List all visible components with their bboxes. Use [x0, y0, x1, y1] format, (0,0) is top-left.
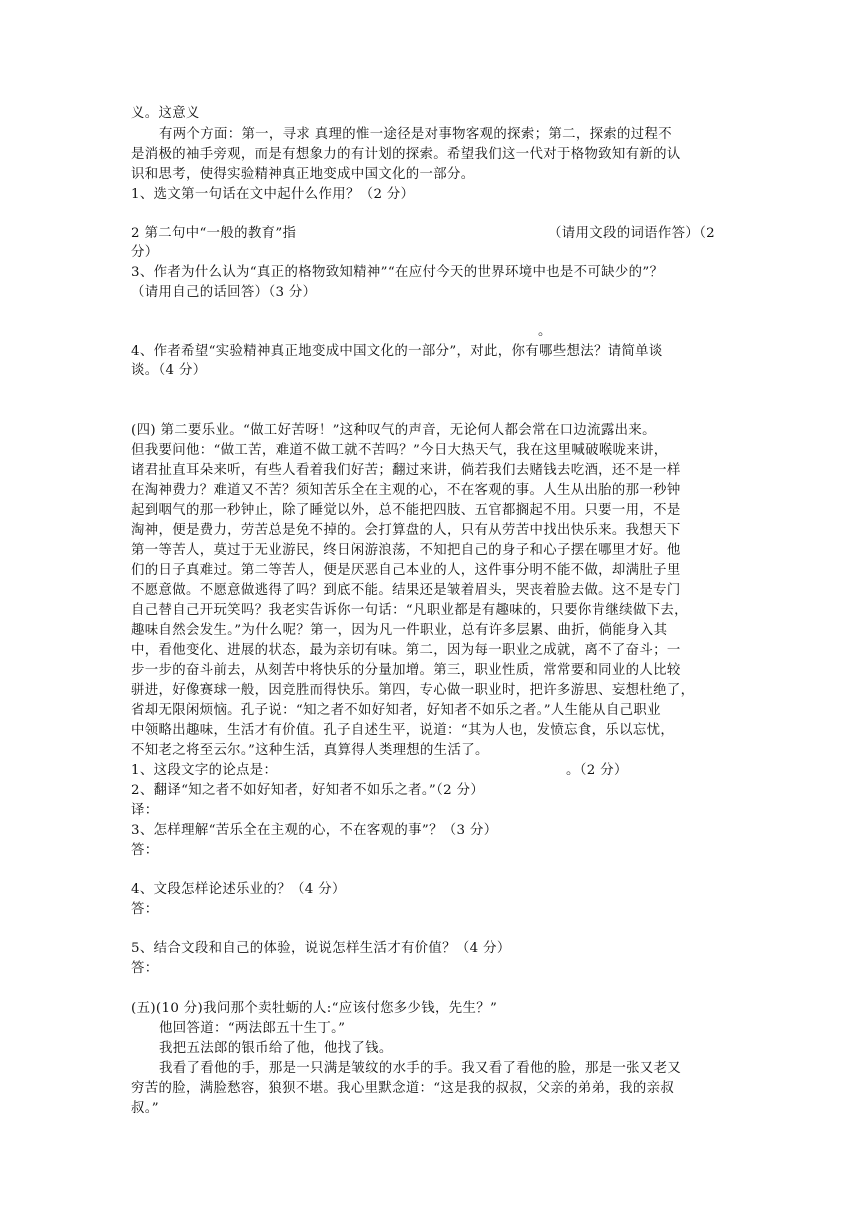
passage5-line: 穷苦的脸，满脸愁容，狼狈不堪。我心里默念道：“这是我的叔叔，父亲的弟弟，我的亲叔 [131, 1081, 675, 1096]
passage4-line: 但我要问他：“做工苦，难道不做工就不苦吗？”今日大热天气，我在这里喊破喉咙来讲， [131, 443, 668, 458]
question-4-2: 2、翻译“知之者不如好知者，好知者不如乐之者。”（2 分） [131, 783, 485, 798]
passage4-line: 诸君扯直耳朵来听，有些人看着我们好苦；翻过来讲，倘若我们去赌钱去吃酒，还不是一样 [131, 463, 681, 478]
passage4-line: 们的日子真难过。第二等苦人，便是厌恶自己本业的人，这件事分明不能不做，却满肚子里 [131, 563, 681, 578]
question-3-1: 1、选文第一句话在文中起什么作用？（2 分） [131, 187, 415, 202]
passage5-line: 他回答道：“两法郎五十生丁。” [159, 1021, 346, 1036]
passage4-line: (四) 第二要乐业。“做工好苦呀！”这种叹气的声音，无论何人都会常在口边流露出来。 [131, 423, 656, 438]
question-3-4: 4、作者希望“实验精神真正地变成中国文化的一部分”，对此，你有哪些想法？请简单谈 [131, 344, 663, 359]
passage4-line: 起到咽气的那一秒钟止，除了睡觉以外，总不能把四肢、五官都搁起不用。只要一用，不是 [131, 503, 681, 518]
passage4-line: 在淘神费力？难道又不苦？须知苦乐全在主观的心，不在客观的事。人生从出胎的那一秒钟 [131, 483, 681, 498]
question-3-4-cont: 谈。（4 分） [131, 363, 207, 378]
question-3-3-cont: （请用自己的话回答）（3 分） [131, 285, 317, 300]
answer-label: 译： [131, 803, 159, 818]
passage5-line: (五)(10 分)我问那个卖牡蛎的人:“应该付您多少钱，先生？” [131, 1001, 498, 1016]
passage5-line: 我把五法郎的银币给了他，他找了钱。 [159, 1041, 393, 1056]
passage4-line: 第一等苦人，莫过于无业游民，终日闲游浪荡，不知把自己的身子和心子摆在哪里才好。他 [131, 543, 681, 558]
passage4-line: 骈进，好像赛球一般，因竞胜而得快乐。第四，专心做一职业时，把许多游思、妄想杜绝了， [131, 683, 695, 698]
question-4-4: 4、文段怎样论述乐业的？（4 分） [131, 882, 346, 897]
passage4-line: 省却无限闲烦恼。孔子说：“知之者不如好知者，好知者不如乐之者。”人生能从自己职业 [131, 703, 661, 718]
question-4-1: 1、这段文字的论点是： [131, 763, 278, 778]
passage4-line: 趣味自然会发生。”为什么呢？第一，因为凡一件职业，总有许多层累、曲折，倘能身入其 [131, 623, 668, 638]
question-4-1-score: 。（2 分） [566, 763, 628, 778]
passage3-line: 有两个方面：第一，寻求 真理的惟一途径是对事物客观的探索；第二，探索的过程不 [159, 127, 673, 142]
passage3-line: 识和思考，使得实验精神真正地变成中国文化的一部分。 [131, 167, 475, 182]
passage4-line: 中，看他变化、进展的状态，最为亲切有味。第二，因为每一职业之成就，离不了奋斗；一 [131, 643, 681, 658]
answer-blank-end: 。 [538, 324, 552, 339]
passage3-line: 是消极的袖手旁观，而是有想象力的有计划的探索。希望我们这一代对于格物致知有新的认 [131, 147, 681, 162]
question-3-2-cont: 分） [131, 245, 159, 260]
passage4-line: 中领略出趣味，生活才有价值。孔子自述生平，说道：“其为人也，发愤忘食，乐以忘忧， [131, 723, 675, 738]
passage4-line: 步一步的奋斗前去，从刻苦中将快乐的分量加增。第三，职业性质，常常要和同业的人比较 [131, 663, 681, 678]
question-4-5: 5、结合文段和自己的体验，说说怎样生活才有价值？（4 分） [131, 941, 511, 956]
passage5-line: 叔。” [131, 1101, 159, 1116]
question-3-2: 2 第二句中“一般的教育”指 [131, 226, 297, 241]
question-3-2-note: （请用文段的词语作答）（2 [548, 226, 716, 241]
passage4-line: 自己替自己开玩笑吗？我老实告诉你一句话：“凡职业都是有趣味的，只要你肯继续做下去， [131, 603, 688, 618]
answer-label: 答： [131, 843, 159, 858]
passage4-line: 不知老之将至云尔。”这种生活，真算得人类理想的生活了。 [131, 743, 489, 758]
passage4-line: 不愿意做。不愿意做逃得了吗？到底不能。结果还是皱着眉头，哭丧着脸去做。这不是专门 [131, 583, 681, 598]
passage4-line: 淘神，便是费力，劳苦总是免不掉的。会打算盘的人，只有从劳苦中找出快乐来。我想天下 [131, 523, 681, 538]
question-4-3: 3、怎样理解“苦乐全在主观的心，不在客观的事”？（3 分） [131, 823, 498, 838]
passage5-line: 我看了看他的手，那是一只满是皱纹的水手的手。我又看了看他的脸，那是一张又老又 [159, 1061, 682, 1076]
answer-label: 答： [131, 961, 159, 976]
answer-label: 答： [131, 902, 159, 917]
question-3-3: 3、作者为什么认为“真正的格物致知精神”“在应付今天的世界环境中也是不可缺少的”？ [131, 265, 664, 280]
passage3-line: 义。这意义 [131, 106, 200, 121]
